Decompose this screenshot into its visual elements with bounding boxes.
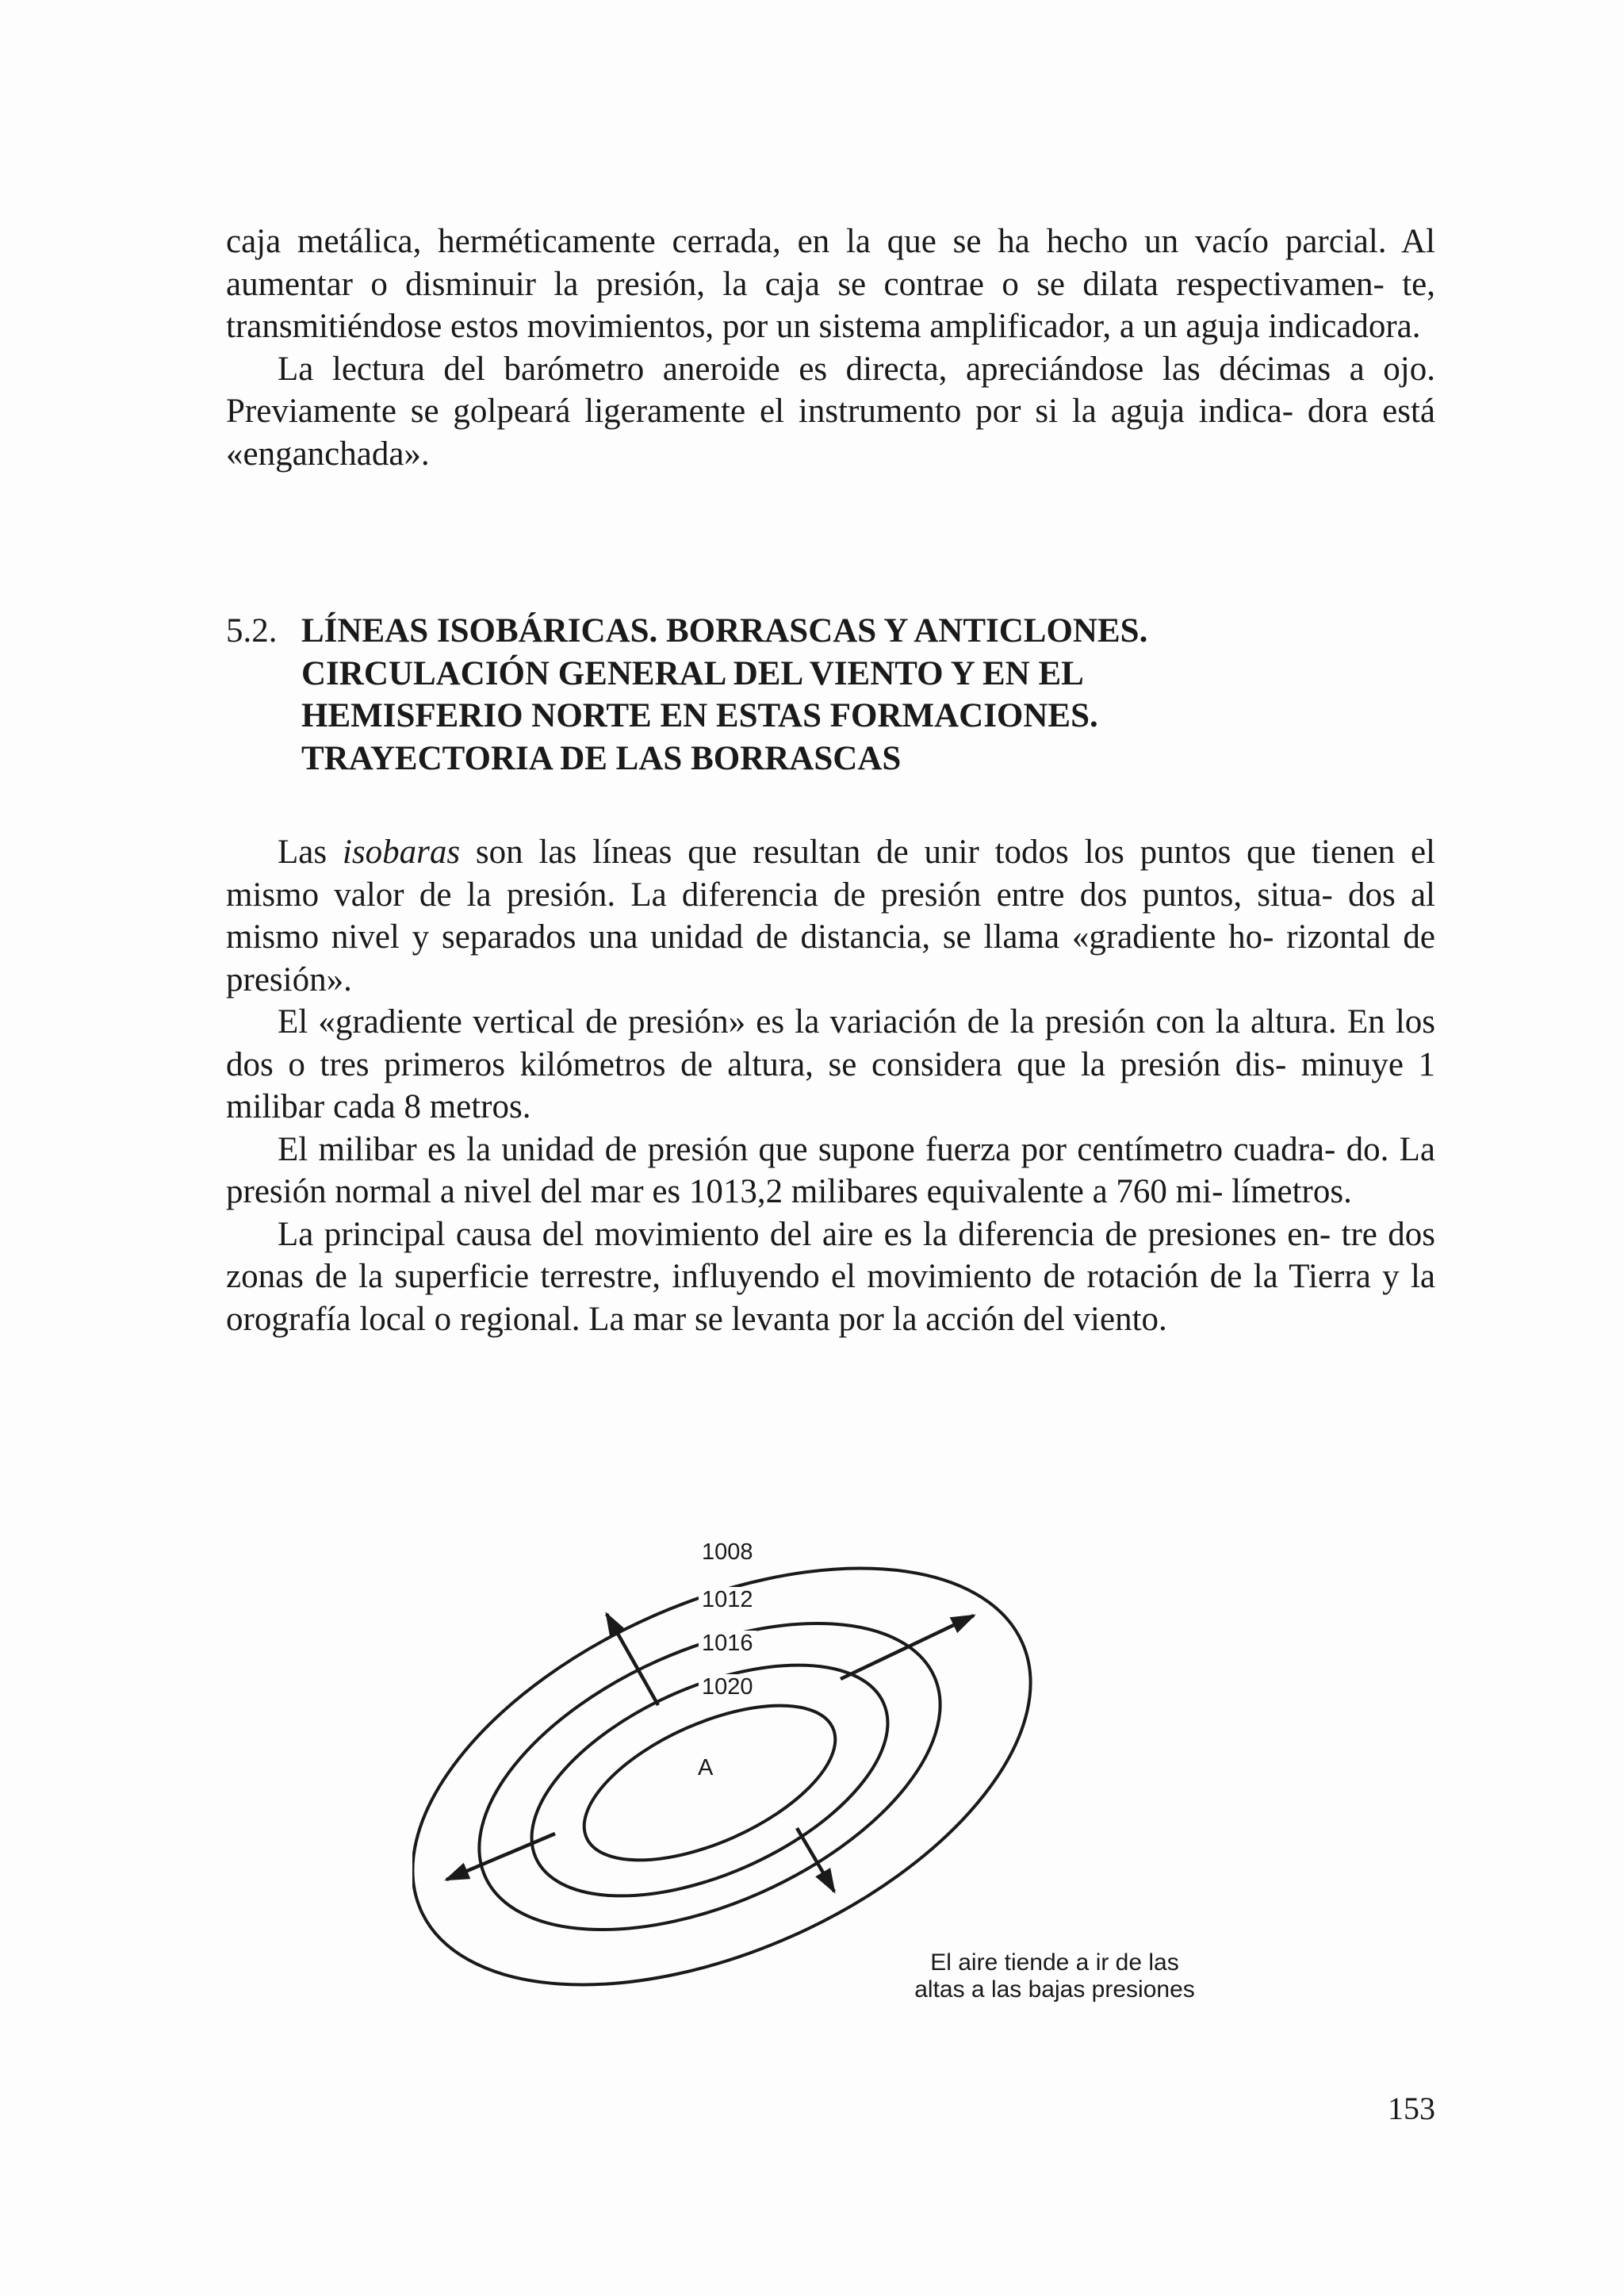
figure-caption: El aire tiende a ir de las altas a las bajas presiones (914, 1949, 1195, 2003)
isobar-label-1008: 1008 (699, 1539, 756, 1565)
paragraph: La lectura del barómetro aneroide es directa, apreciándose las décimas a ojo. Previamente se golpeará ligeramente el instrumento por si la aguja indica- dora está «enganchada». (226, 350, 1435, 473)
section-heading (226, 610, 1435, 780)
emphasis: isobaras (342, 834, 461, 871)
isobar-label-1012: 1012 (699, 1587, 756, 1612)
section-body (226, 831, 1435, 1340)
arrow-north (607, 1614, 658, 1705)
isobar-label-1020: 1020 (699, 1674, 756, 1700)
paragraph: Las isobaras son las líneas que resultan de unir todos los puntos que tienen el mismo valor de la presión. La diferencia de presión entre dos puntos, situa- dos al mismo nivel y separados una unidad de distancia, se llama «gradiente ho- rizontal de presión». (226, 834, 1436, 999)
page-number: 153 (1388, 2091, 1435, 2126)
paragraph: El milibar es la unidad de presión que supone fuerza por centímetro cuadra- do. La presión normal a nivel del mar es 1013,2 milibares equivalente a 760 mi- límetros. (226, 1130, 1435, 1210)
paragraph: La principal causa del movimiento del aire es la diferencia de presiones en- tre dos zonas de la superficie terrestre, influyendo el movimiento de rotación de la Tierra y la orografía local o regional. La mar se levanta por la acción del viento. (226, 1215, 1436, 1338)
arrow-northeast (841, 1616, 974, 1679)
text-column (226, 220, 1435, 1340)
section-number: 5.2. (226, 612, 278, 650)
paragraph: caja metálica, herméticamente cerrada, en la que se ha hecho un vacío parcial. Al aumentar o disminuir la presión, la caja se contrae o se dilata respectivamen- te, transmitiéndose estos movimientos, por un sistema amplificador, a un aguja indicadora. (226, 223, 1435, 345)
isobar-label-1016: 1016 (699, 1631, 756, 1656)
arrow-west (446, 1834, 555, 1880)
paragraph: El «gradiente vertical de presión» es la variación de la presión con la altura. En los dos o tres primeros kilómetros de altura, se considera que la presión dis- minuye 1 milibar cada 8 metros. (226, 1003, 1436, 1125)
isobar-1020 (562, 1673, 857, 1892)
arrow-south (797, 1828, 834, 1892)
section-title: LÍNEAS ISOBÁRICAS. BORRASCAS Y ANTICLONES. CIRCULACIÓN GENERAL DEL VIENTO Y EN EL HEMISFERIO NORTE EN ESTAS FORMACIONES. TRAYECTORIA DE LAS BORRASCAS (301, 612, 1148, 777)
high-pressure-label: A (695, 1755, 716, 1780)
